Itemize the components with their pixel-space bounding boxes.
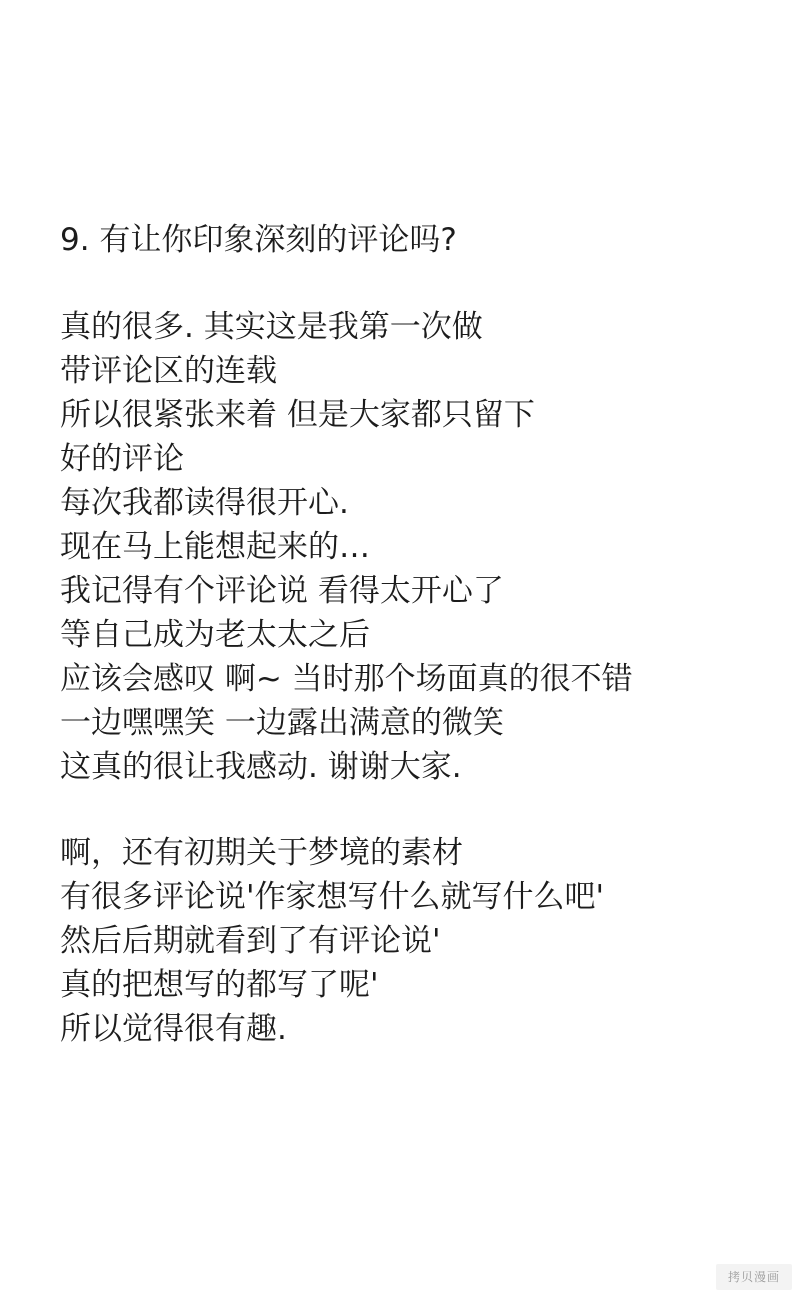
watermark-logo: 拷贝漫画	[716, 1264, 792, 1290]
text-line: 等自己成为老太太之后	[60, 617, 370, 653]
text-line: 然后后期就看到了有评论说'	[60, 923, 441, 959]
answer-paragraph-2	[60, 831, 770, 1051]
answer-paragraph-1	[60, 305, 770, 789]
text-line: 现在马上能想起来的…	[60, 529, 370, 565]
text-line: 真的很多. 其实这是我第一次做	[60, 309, 483, 345]
text-line: 啊，还有初期关于梦境的素材	[60, 835, 463, 871]
text-line: 所以很紧张来着 但是大家都只留下	[60, 397, 535, 433]
question-heading: 9. 有让你印象深刻的评论吗?	[60, 222, 457, 258]
text-line: 所以觉得很有趣.	[60, 1011, 287, 1047]
text-line: 这真的很让我感动. 谢谢大家.	[60, 749, 462, 785]
text-line: 每次我都读得很开心.	[60, 485, 349, 521]
text-line: 真的把想写的都写了呢'	[60, 967, 379, 1003]
text-line: 一边嘿嘿笑 一边露出满意的微笑	[60, 705, 504, 741]
text-line: 应该会感叹 啊~ 当时那个场面真的很不错	[60, 661, 633, 697]
text-line: 好的评论	[60, 441, 184, 477]
text-line: 带评论区的连载	[60, 353, 277, 389]
text-line: 我记得有个评论说 看得太开心了	[60, 573, 504, 609]
interview-text-block	[60, 218, 770, 1093]
text-line: 有很多评论说'作家想写什么就写什么吧'	[60, 879, 605, 915]
